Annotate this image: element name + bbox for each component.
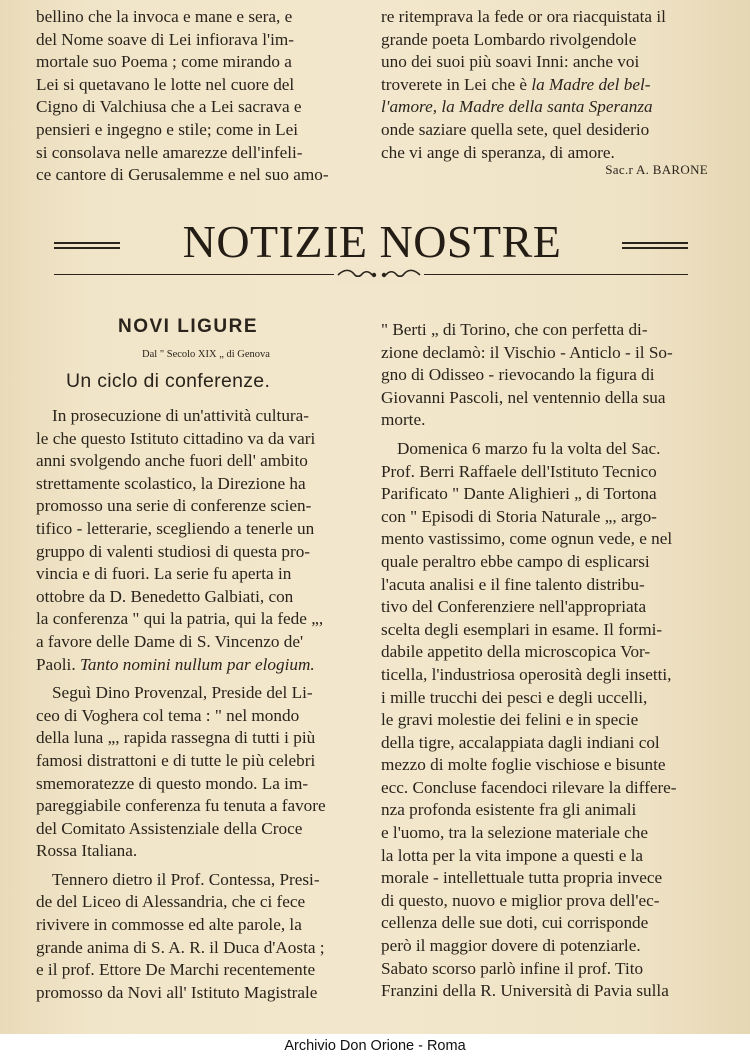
text-line: vincia e di fuori. La serie fu aperta in	[36, 564, 292, 584]
text-line: nza profonda esistente fra gli animali	[381, 800, 637, 820]
text-line: con " Episodi di Storia Naturale „, argo-	[381, 506, 657, 526]
top-right-column	[381, 6, 708, 164]
text-fragment: Paoli.	[36, 654, 80, 674]
text-line: mortale suo Poema ; come mirando a	[36, 52, 292, 72]
text-line: uno dei suoi più soavi Inni: anche voi	[381, 52, 640, 72]
text-line: pareggiabile conferenza fu tenuta a favore	[36, 796, 326, 816]
text-line: della luna „, rapida rassegna di tutti i più	[36, 728, 316, 748]
text-line: tifico - letterarie, scegliendo a tenerle un	[36, 518, 315, 538]
article-source: Dal " Secolo XIX „ di Genova	[142, 349, 270, 360]
text-line: a favore delle Dame di S. Vincenzo de'	[36, 631, 304, 651]
text-line: rivivere in commosse ed alte parole, la	[36, 915, 302, 935]
ornament-icon	[334, 268, 424, 282]
double-rule-right	[622, 242, 688, 249]
section-title: NOVI LIGURE	[118, 316, 259, 337]
text-line	[36, 654, 362, 677]
author-signature: Sac.r A. BARONE	[605, 162, 708, 177]
archive-footer	[0, 1034, 750, 1062]
text-line: grande anima di S. A. R. il Duca d'Aosta ;	[36, 937, 325, 957]
text-line: si consolava nelle amarezze dell'infeli-	[36, 142, 303, 162]
text-line: gno di Odisseo - rievocando la figura di	[381, 365, 655, 385]
text-line: dabile appetito della microscopica Vor-	[381, 642, 651, 662]
text-line: onde saziare quella sete, quel desiderio	[381, 119, 650, 139]
text-line: che vi ange di speranza, di amore.	[381, 142, 615, 162]
text-line: mento vastissimo, come ognun vede, e nel	[381, 529, 673, 549]
text-line: re ritemprava la fede or ora riacquistata il	[381, 7, 666, 26]
text-line: gruppo di valenti studiosi di questa pro-	[36, 541, 311, 561]
text-line: Cigno di Valchiusa che a Lei sacrava e	[36, 97, 302, 117]
text-line: ceo di Voghera col tema : " nel mondo	[36, 705, 300, 725]
text-line: zione declamò: il Vischio - Anticlo - il So-	[381, 342, 673, 362]
text-line: pensieri e ingegno e stile; come in Lei	[36, 119, 299, 139]
article-left-column	[36, 405, 362, 1004]
article-right-column	[381, 319, 708, 1003]
text-line: " Berti „ di Torino, che con perfetta di-	[381, 320, 648, 339]
text-line: Rossa Italiana.	[36, 841, 138, 861]
text-line: strettamente scolastico, la Direzione ha	[36, 473, 306, 493]
text-line: de del Liceo di Alessandria, che ci fece	[36, 892, 306, 912]
article-headline: Un ciclo di conferenze.	[66, 370, 271, 392]
text-line: Tennero dietro il Prof. Contessa, Presi-	[52, 869, 320, 889]
italic-text: l'amore, la Madre della santa Speranza	[381, 97, 653, 117]
text-fragment: troverete in Lei che è	[381, 74, 532, 94]
text-line: del Comitato Assistenziale della Croce	[36, 818, 303, 838]
text-line: del Nome soave di Lei infiorava l'im-	[36, 29, 294, 49]
text-line: grande poeta Lombardo rivolgendole	[381, 29, 637, 49]
text-line: Sabato scorso parlò infine il prof. Tito	[381, 958, 644, 978]
text-line: Lei si quetavano le lotte nel cuore del	[36, 74, 295, 94]
text-line	[381, 74, 708, 97]
text-line: famosi distrattoni e di tutte le più celebri	[36, 750, 316, 770]
text-line: morte.	[381, 410, 426, 430]
text-line: Domenica 6 marzo fu la volta del Sac.	[397, 438, 661, 458]
text-line: di questo, nuovo e miglior prova dell'ec-	[381, 890, 660, 910]
text-line: ecc. Concluse facendoci rilevare la differe-	[381, 777, 677, 797]
text-line: ticella, l'industriosa operosità degli insetti,	[381, 664, 672, 684]
text-line: quale peraltro ebbe campo di esplicarsi	[381, 551, 650, 571]
text-line: ce cantore di Gerusalemme e nel suo amo-	[36, 165, 329, 185]
text-line: le gravi molestie dei felini e in specie	[381, 710, 639, 730]
text-line: tivo del Conferenziere nell'appropriata	[381, 597, 647, 617]
top-left-column	[36, 6, 362, 187]
text-line: le che questo Istituto cittadino va da vari	[36, 428, 316, 448]
footer-text: Archivio Don Orione - Roma	[284, 1038, 466, 1054]
text-line: l'acuta analisi e il fine talento distribu-	[381, 574, 645, 594]
text-line	[381, 96, 708, 119]
text-line: promosso da Novi all' Istituto Magistrale	[36, 982, 318, 1002]
text-line: della tigre, accalappiata dagli indiani col	[381, 732, 660, 752]
text-line: però il maggior dovere di potenziarle.	[381, 936, 641, 956]
text-line: e il prof. Ettore De Marchi recentemente	[36, 960, 316, 980]
text-line: promosso una serie di conferenze scien-	[36, 496, 312, 516]
text-line: la lotta per la vita impone a questi e la	[381, 845, 644, 865]
italic-text: Tanto nomini nullum par elogium.	[79, 654, 315, 674]
text-line: smemoratezze di questo mondo. La im-	[36, 773, 309, 793]
text-line: cellenza delle sue doti, cui corrisponde	[381, 913, 649, 933]
text-line: la conferenza " qui la patria, qui la fede „,	[36, 609, 324, 629]
text-line: anni svolgendo anche fuori dell' ambito	[36, 451, 308, 471]
italic-text: la Madre del bel-	[531, 74, 651, 94]
text-line: Parificato " Dante Alighieri „ di Tortona	[381, 484, 657, 504]
text-line: Prof. Berri Raffaele dell'Istituto Tecnico	[381, 461, 657, 481]
text-line: morale - intellettuale tutta propria invece	[381, 868, 663, 888]
text-line: Seguì Dino Provenzal, Preside del Li-	[52, 683, 313, 703]
text-line: bellino che la invoca e mane e sera, e	[36, 7, 293, 26]
section-masthead	[52, 214, 692, 284]
masthead-title: NOTIZIE NOSTRE	[182, 216, 562, 267]
text-line: Giovanni Pascoli, nel ventennio della sua	[381, 387, 666, 407]
text-line: scelta degli esemplari in esame. Il formi-	[381, 619, 663, 639]
text-line: ottobre da D. Benedetto Galbiati, con	[36, 586, 294, 606]
text-line: In prosecuzione di un'attività cultura-	[52, 406, 309, 425]
text-line: i mille trucchi dei pesci e degli uccelli,	[381, 687, 648, 707]
text-line: Franzini della R. Università di Pavia sulla	[381, 981, 669, 1001]
text-line: mezzo di molte foglie vischiose e bisunte	[381, 755, 666, 775]
text-line: e l'uomo, tra la selezione materiale che	[381, 823, 648, 843]
